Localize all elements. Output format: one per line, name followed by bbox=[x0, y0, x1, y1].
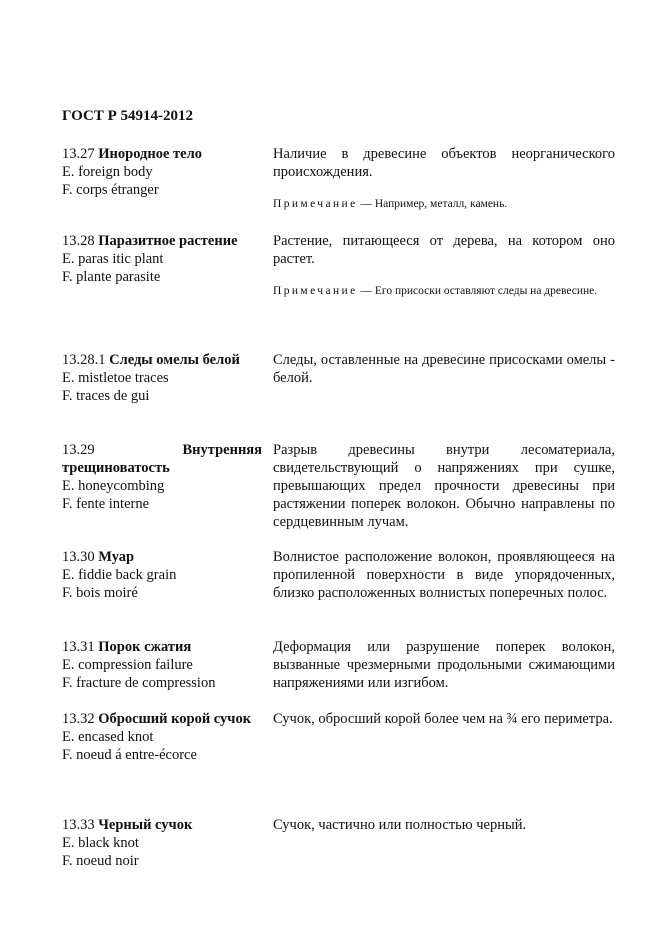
term-number: 13.30 bbox=[62, 549, 95, 565]
term-french: F. fente interne bbox=[62, 496, 150, 512]
term-definition: Разрыв древесины внутри лесоматериала, свидетельствующий о напряжениях при сушке, превышающих предел прочности древесины при растяжении поперек волокон. Обычно направлены по сердцевинным лучам. bbox=[273, 442, 615, 530]
note-label: Примечание bbox=[273, 285, 358, 297]
document-header: ГОСТ Р 54914-2012 bbox=[62, 108, 194, 124]
term-definition: Сучок, обросший корой более чем на ¾ его периметра. bbox=[273, 711, 613, 727]
term-french: F. noeud noir bbox=[62, 853, 139, 869]
term-name: Черный сучок bbox=[98, 817, 193, 833]
term-name: Обросший корой сучок bbox=[98, 711, 252, 727]
term-number: 13.28.1 bbox=[62, 352, 106, 368]
term-name: Внутренняя трещиноватость bbox=[62, 442, 262, 476]
term-english: E. black knot bbox=[62, 835, 139, 851]
term-english: E. paras itic plant bbox=[62, 251, 164, 267]
term-block bbox=[62, 710, 262, 764]
term-note bbox=[273, 284, 615, 299]
term-french: F. traces de gui bbox=[62, 388, 150, 404]
note-text: — Его присоски оставляют следы на древесине. bbox=[357, 285, 598, 297]
term-english: E. mistletoe traces bbox=[62, 370, 169, 386]
term-french: F. fracture de compression bbox=[62, 675, 216, 691]
term-name: Следы омелы белой bbox=[109, 352, 240, 368]
term-number: 13.27 bbox=[62, 146, 95, 162]
term-number: 13.31 bbox=[62, 639, 95, 655]
term-french: F. bois moiré bbox=[62, 585, 138, 601]
note-text: — Например, металл, камень. bbox=[357, 198, 508, 210]
term-english: E. fiddie back grain bbox=[62, 567, 177, 583]
term-definition: Сучок, частично или полностью черный. bbox=[273, 817, 527, 833]
term-block bbox=[62, 351, 262, 405]
term-definition: Деформация или разрушение поперек волокон, вызванные чрезмерными продольными сжимающими напряжениями или изгибом. bbox=[273, 639, 615, 691]
term-english: E. foreign body bbox=[62, 164, 153, 180]
term-english: E. honeycombing bbox=[62, 478, 165, 494]
term-english: E. encased knot bbox=[62, 729, 154, 745]
term-french: F. noeud á entre-écorce bbox=[62, 747, 197, 763]
term-block bbox=[62, 441, 262, 513]
term-english: E. compression failure bbox=[62, 657, 193, 673]
term-block bbox=[62, 548, 262, 602]
term-name: Инородное тело bbox=[98, 146, 202, 162]
term-note bbox=[273, 197, 615, 212]
note-label: Примечание bbox=[273, 198, 358, 210]
term-definition: Волнистое расположение волокон, проявляющееся на пропиленной поверхности в виде упорядоченных, близко расположенных волнистых поперечных полос. bbox=[273, 549, 615, 601]
term-number: 13.29 bbox=[62, 442, 95, 458]
term-block bbox=[62, 232, 262, 286]
term-block bbox=[62, 816, 262, 870]
term-definition: Наличие в древесине объектов неорганического происхождения. bbox=[273, 146, 615, 180]
term-definition: Следы, оставленные на древесине присосками омелы - белой. bbox=[273, 352, 615, 386]
term-french: F. corps étranger bbox=[62, 182, 159, 198]
term-french: F. plante parasite bbox=[62, 269, 161, 285]
term-name: Порок сжатия bbox=[98, 639, 192, 655]
term-definition: Растение, питающееся от дерева, на котором оно растет. bbox=[273, 233, 615, 267]
term-name: Муар bbox=[98, 549, 135, 565]
term-name: Паразитное растение bbox=[98, 233, 238, 249]
term-number: 13.32 bbox=[62, 711, 95, 727]
term-number: 13.28 bbox=[62, 233, 95, 249]
term-block bbox=[62, 638, 262, 692]
term-block bbox=[62, 145, 262, 199]
term-number: 13.33 bbox=[62, 817, 95, 833]
